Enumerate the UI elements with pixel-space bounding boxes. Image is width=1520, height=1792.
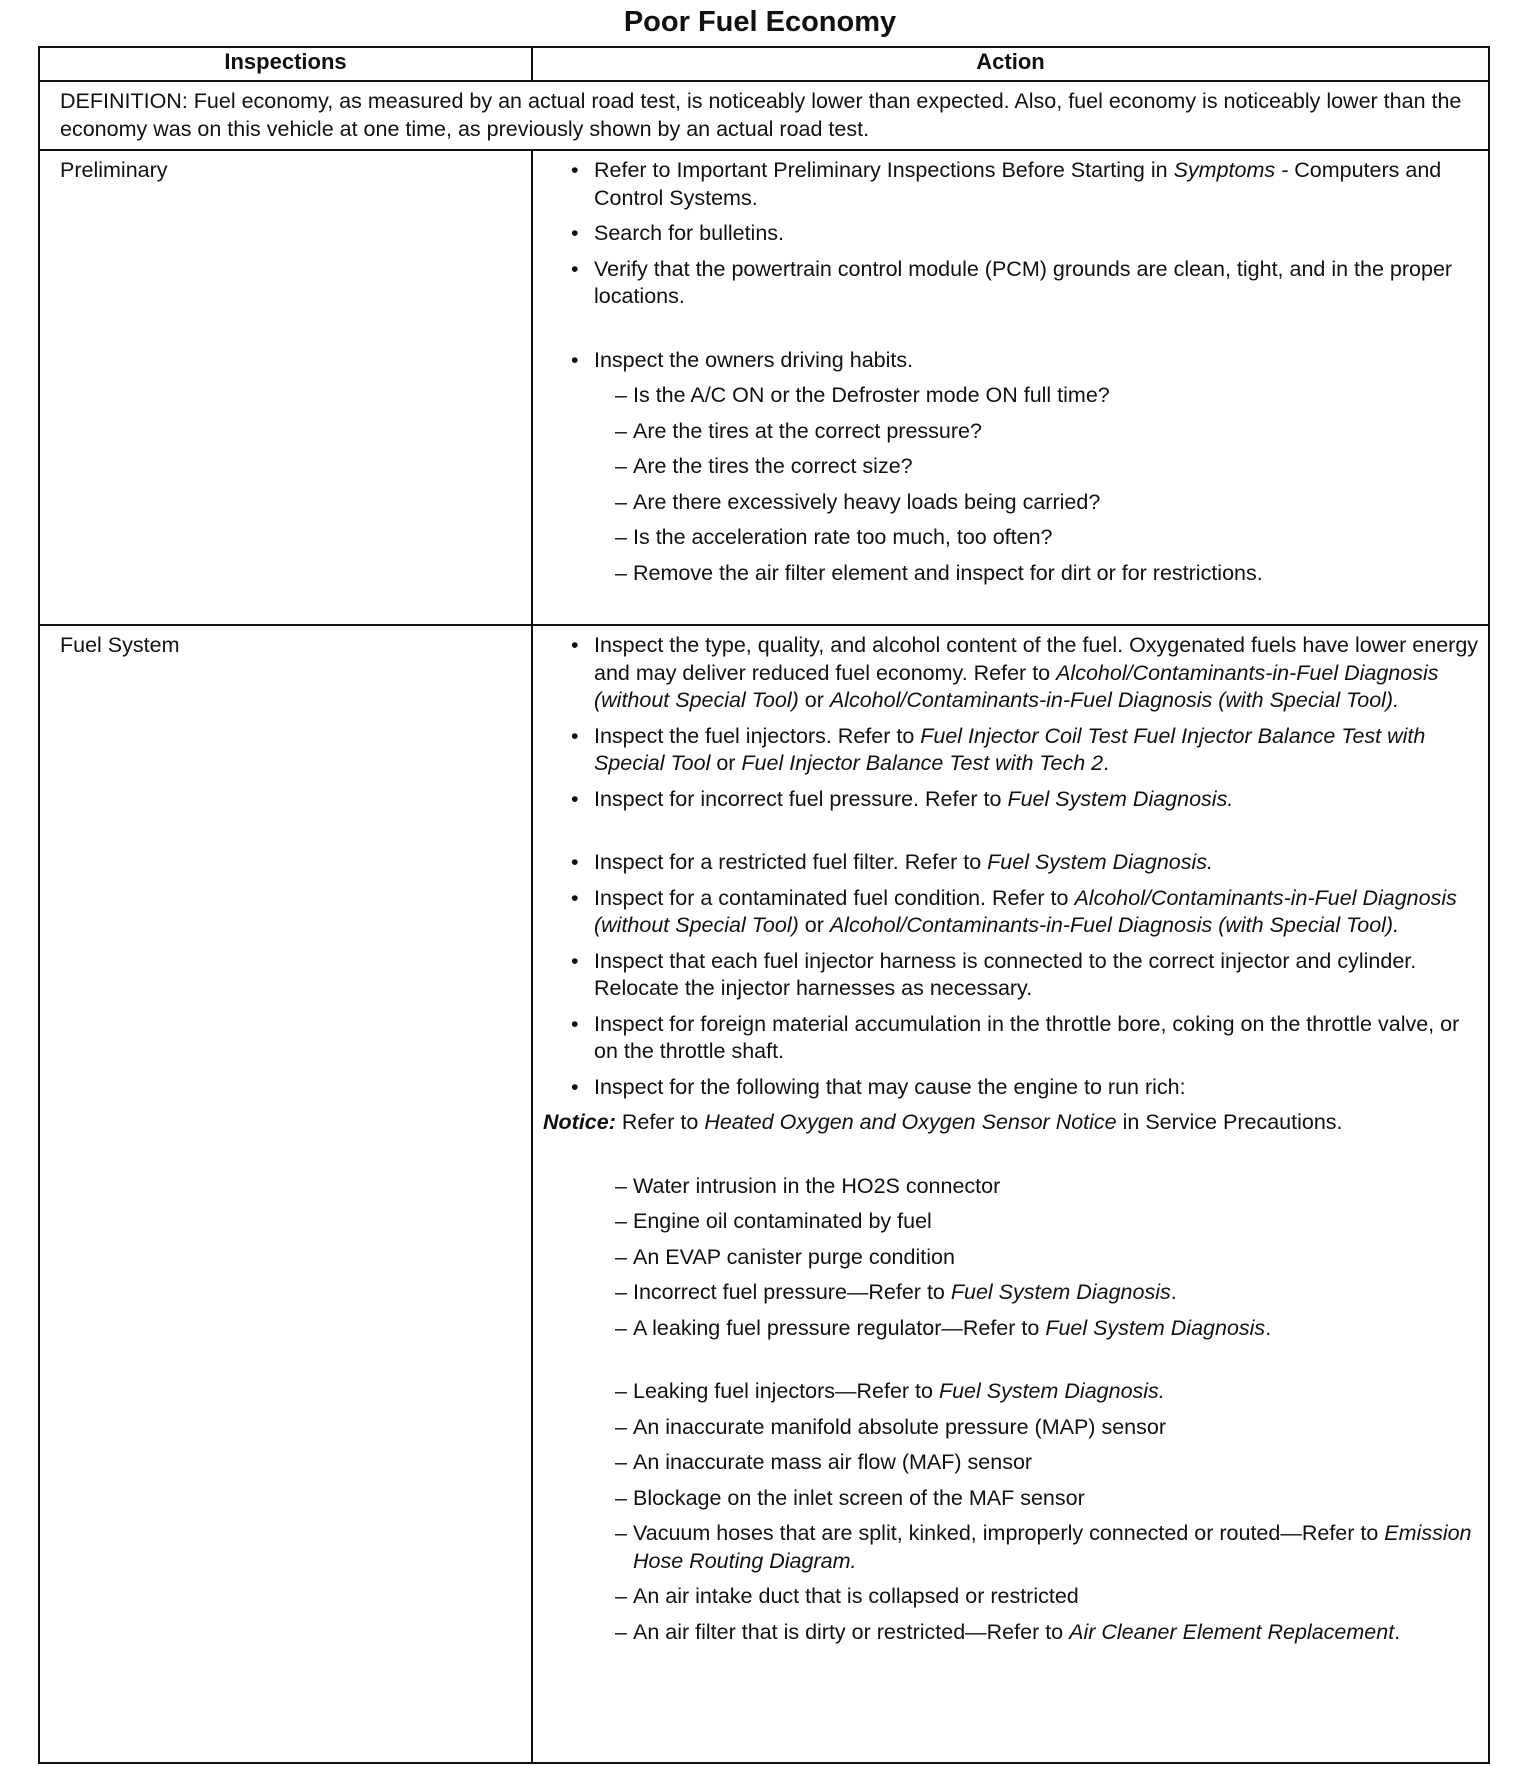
sub-item: – An inaccurate mass air flow (MAF) sensor [553,1449,1480,1477]
page-title: Poor Fuel Economy [623,6,897,38]
action-cell [532,150,1489,625]
sub-item: – Is the A/C ON or the Defroster mode ON full time? [553,382,1480,410]
table-row [39,150,1489,625]
header-inspections: Inspections [39,47,532,81]
list-item: • Inspect the fuel injectors. Refer to Fuel Injector Coil Test Fuel Injector Balance Test with Special Tool or Fuel Injector Balance Test with Tech 2. [553,723,1480,778]
list-item: • Refer to Important Preliminary Inspections Before Starting in Symptoms - Computers and Control Systems. [553,157,1480,212]
list-item: • Inspect that each fuel injector harness is connected to the correct injector and cylinder. Relocate the injector harnesses as necessary. [553,948,1480,1003]
sub-item: – Are there excessively heavy loads being carried? [553,489,1480,517]
sub-item: – An air filter that is dirty or restricted—Refer to Air Cleaner Element Replacement. [553,1619,1480,1647]
sub-item: – Water intrusion in the HO2S connector [553,1173,1480,1201]
notice: Notice: Refer to Heated Oxygen and Oxygen Sensor Notice in Service Precautions. [543,1110,1343,1134]
sub-item: – Leaking fuel injectors—Refer to Fuel System Diagnosis. [553,1378,1480,1406]
table-row [39,625,1489,1763]
sub-item: – Remove the air filter element and inspect for dirt or for restrictions. [553,560,1480,588]
definition-row [39,81,1489,150]
sub-item: – Is the acceleration rate too much, too often? [553,524,1480,552]
list-item: • Verify that the powertrain control module (PCM) grounds are clean, tight, and in the proper locations. [553,256,1480,311]
sub-item: – A leaking fuel pressure regulator—Refer to Fuel System Diagnosis. [553,1315,1480,1343]
definition-text: DEFINITION: Fuel economy, as measured by an actual road test, is noticeably lower than expected. Also, fuel economy is noticeably lower than the economy was on this vehicle at one time, as previously shown by an actual road test. [39,81,1489,150]
sub-item: – Are the tires the correct size? [553,453,1480,481]
sub-item: – Vacuum hoses that are split, kinked, improperly connected or routed—Refer to Emission Hose Routing Diagram. [553,1520,1480,1575]
sub-item: – An EVAP canister purge condition [553,1244,1480,1272]
sub-item: – Incorrect fuel pressure—Refer to Fuel System Diagnosis. [553,1279,1480,1307]
sub-item: – Blockage on the inlet screen of the MAF sensor [553,1485,1480,1513]
inspection-label: Fuel System [39,625,532,1763]
list-item: • Inspect for the following that may cause the engine to run rich: [553,1074,1480,1102]
sub-item: – Engine oil contaminated by fuel [553,1208,1480,1236]
list-item: • Inspect for incorrect fuel pressure. Refer to Fuel System Diagnosis. [553,786,1480,814]
header-row [39,47,1489,81]
list-item: • Search for bulletins. [553,220,1480,248]
sub-item: – An inaccurate manifold absolute pressure (MAP) sensor [553,1414,1480,1442]
inspection-label: Preliminary [39,150,532,625]
list-item: • Inspect for foreign material accumulation in the throttle bore, coking on the throttle valve, or on the throttle shaft. [553,1011,1480,1066]
sub-item: – An air intake duct that is collapsed or restricted [553,1583,1480,1611]
sub-item: – Are the tires at the correct pressure? [553,418,1480,446]
list-item: • Inspect the type, quality, and alcohol content of the fuel. Oxygenated fuels have lower energy and may deliver reduced fuel economy. Refer to Alcohol/Contaminants-in-Fuel Diagnosis (without Special Tool) or Alcohol/Contaminants-in-Fuel Diagnosis (with Special Tool). [553,632,1480,715]
header-action: Action [532,47,1489,81]
diagnosis-table [38,46,1490,1764]
list-item: • Inspect for a restricted fuel filter. Refer to Fuel System Diagnosis. [553,849,1480,877]
list-item: • Inspect for a contaminated fuel condition. Refer to Alcohol/Contaminants-in-Fuel Diagnosis (without Special Tool) or Alcohol/Contaminants-in-Fuel Diagnosis (with Special Tool). [553,885,1480,940]
action-cell [532,625,1489,1763]
list-item: • Inspect the owners driving habits. [553,347,1480,375]
